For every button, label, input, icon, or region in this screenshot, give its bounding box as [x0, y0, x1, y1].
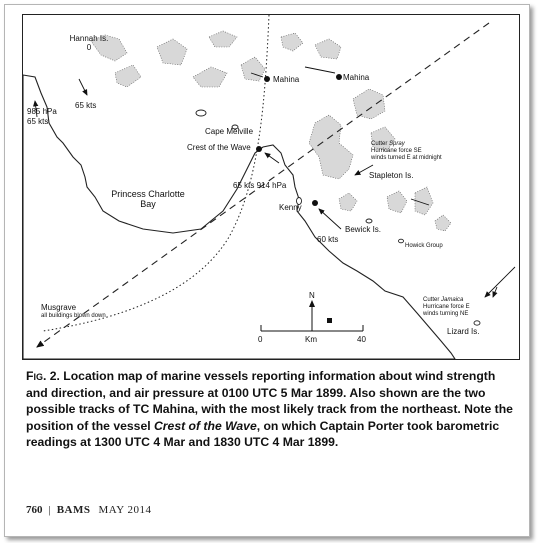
footer-separator: | [48, 504, 51, 516]
label-60-kts: 60 kts [317, 235, 339, 244]
label-985-hpa: 985 hPa [27, 107, 57, 116]
label-scale-unit: Km [305, 335, 317, 344]
label-65-kts-left: 65 kts [27, 117, 49, 126]
label-mahina-2: Mahina [343, 73, 370, 82]
label-lizard-island: Lizard Is. [447, 327, 480, 336]
label-scale-0: 0 [258, 335, 263, 344]
label-musgrave-note: all buildings blown down [41, 313, 106, 319]
label-cape-melville: Cape Melville [205, 127, 254, 136]
location-map [22, 14, 520, 360]
label-stapleton-island: Stapleton Is. [369, 171, 414, 180]
label-cutter-spray: Cutter Spray Hurricane force SE winds turned E at midnight [371, 141, 442, 161]
figure-caption [26, 368, 516, 451]
label-hannah-island: Hannah Is. 0 [69, 34, 109, 52]
label-kenny: Kenny [279, 203, 302, 212]
label-bewick-island: Bewick Is. [345, 225, 382, 234]
figure-number: Fig. 2. [26, 369, 60, 383]
issue-date: MAY 2014 [98, 504, 152, 516]
page-footer [26, 504, 152, 516]
page-number: 760 [26, 504, 43, 516]
label-howick-group: Howick Group [405, 243, 443, 249]
label-mahina-1: Mahina [273, 75, 300, 84]
label-cutter-jamaica: Cutter Jamaica Hurricane force E winds turning NE [423, 297, 470, 317]
label-scale-40: 40 [357, 335, 366, 344]
label-65-kts-hannah: 65 kts [75, 101, 97, 110]
journal-name: BAMS [56, 504, 91, 516]
caption-text-2: , on which Captain Porter took barometric readings at 1300 UTC 4 Mar and 1830 UTC 4 Mar 1899. [26, 418, 500, 449]
label-crest-observation: 65 kts 914 hPa [233, 181, 287, 190]
caption-vessel-name: Crest of the Wave [154, 418, 257, 433]
label-north: N [309, 291, 315, 300]
caption-text-1: Location map of marine vessels reporting information about wind strength and direction, and air pressure at 0100 UTC 5 Mar 1899. Also shown are the two possible tracks of TC Mahina, with the most likely track from the northeast. Note the position of the vessel [26, 369, 513, 433]
label-musgrave: Musgrave [41, 303, 77, 312]
label-princess-charlotte-bay: Princess Charlotte Bay [111, 189, 185, 209]
label-crest-of-the-wave: Crest of the Wave [187, 143, 251, 152]
